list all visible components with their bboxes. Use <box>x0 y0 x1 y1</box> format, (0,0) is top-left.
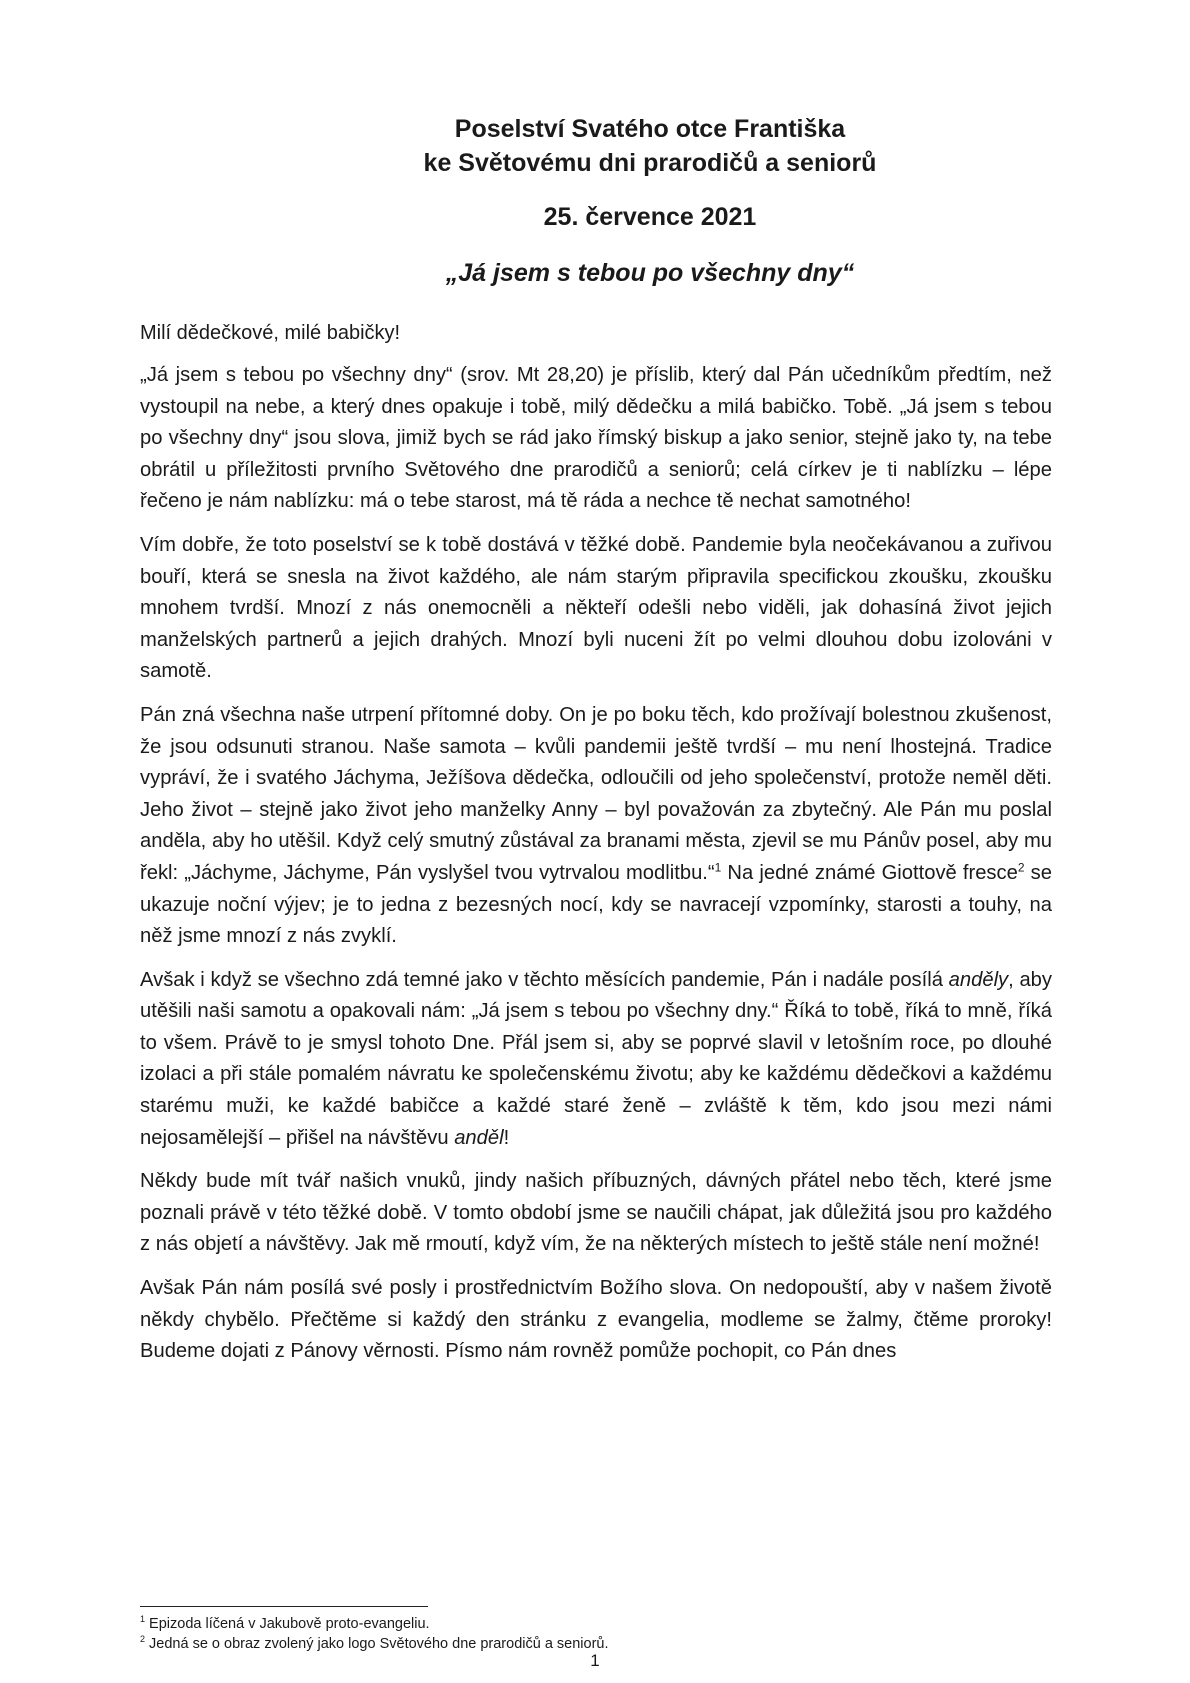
paragraph-4-emphasis-1: anděly <box>948 968 1009 991</box>
footnote-mark-2: 2 <box>140 1634 146 1645</box>
footnote-ref-2[interactable]: 2 <box>1017 860 1025 875</box>
footnote-divider <box>140 1606 428 1607</box>
paragraph-6: Avšak Pán nám posílá své posly i prostřednictvím Božího slova. On nedopouští, aby v našem životě někdy chybělo. Přečtěme si každý den stránku z evangelia, modleme se žalmy, čtěme proroky! Budeme dojati z Pánovy věrnosti. Písmo nám rovněž pomůže pochopit, co Pán dnes <box>140 1277 1052 1363</box>
paragraph-3 <box>140 700 1052 953</box>
document-motto: „Já jsem s tebou po všechny dny“ <box>445 259 855 287</box>
document-header <box>300 112 1000 290</box>
document-date: 25. července 2021 <box>543 203 757 231</box>
footnote-text-1: Epizoda líčená v Jakubově proto-evangeliu. <box>145 1616 430 1632</box>
paragraph-1: „Já jsem s tebou po všechny dny“ (srov. Mt 28,20) je příslib, který dal Pán učedníkům předtím, než vystoupil na nebe, a který dnes opakuje i tobě, milý dědečku a milá babičko. Tobě. „Já jsem s tebou po všechny dny“ jsou slova, jimiž bych se rád jako římský biskup a jako senior, stejně jako ty, na tebe obrátil u příležitosti prvního Světového dne prarodičů a seniorů; celá církev je ti nablízku – lépe řečeno je nám nablízku: má o tebe starost, má tě ráda a nechce tě nechat samotného! <box>140 364 1052 513</box>
footnotes <box>140 1614 1052 1654</box>
paragraph-2: Vím dobře, že toto poselství se k tobě dostává v těžké době. Pandemie byla neočekávanou a zuřivou bouří, která se snesla na život každého, ale nám starým připravila specifickou zkoušku, zkoušku mnohem tvrdší. Mnozí z nás onemocněli a někteří odešli nebo viděli, jak dohasíná život jejich manželských partnerů a jejich drahých. Mnozí byli nuceni žít po velmi dlouhou dobu izolováni v samotě. <box>140 533 1052 683</box>
footnote-ref-1[interactable]: 1 <box>714 860 722 875</box>
paragraph-3-text-a: Pán zná všechna naše utrpení přítomné doby. On je po boku těch, kdo prožívají bolestnou zkušenost, že jsou odsunuti stranou. Naše samota – kvůli pandemii ještě tvrdší – mu není lhostejná. Tradice vypráví, že i svatého Jáchyma, Ježíšova dědečka, odloučili od jeho společenství, protože neměl děti. Jeho život – stejně jako život jeho manželky Anny – byl považován za zbytečný. Ale Pán mu poslal anděla, aby ho utěšil. Když celý smutný zůstával za branami města, zjevil se mu Pánův posel, aby mu řekl: „Jáchyme, Jáchyme, Pán vyslyšel tvou vytrvalou modlitbu.“ <box>140 703 1052 884</box>
paragraph-4-text-c: ! <box>503 1126 510 1149</box>
paragraph-3-text-b: Na jedné známé Giottově fresce <box>721 861 1018 884</box>
footnote-text-2: Jedná se o obraz zvolený jako logo Světového dne prarodičů a seniorů. <box>145 1636 609 1652</box>
paragraph-4-emphasis-2: anděl <box>454 1126 504 1149</box>
title-line-1: Poselství Svatého otce Františka <box>454 115 846 143</box>
paragraph-5: Někdy bude mít tvář našich vnuků, jindy našich příbuzných, dávných přátel nebo těch, které jsme poznali právě v této těžké době. V tomto období jsme se naučili chápat, jak důležitá jsou pro každého z nás objetí a návštěvy. Jak mě rmoutí, když vím, že na některých místech to ještě stále není možné! <box>140 1170 1052 1256</box>
footnote-mark-1: 1 <box>140 1614 146 1625</box>
salutation: Milí dědečkové, milé babičky! <box>140 322 401 344</box>
paragraph-4-text-a: Avšak i když se všechno zdá temné jako v těchto měsících pandemie, Pán i nadále posílá <box>140 968 949 991</box>
paragraph-4-text-b: , aby utěšili naši samotu a opakovali nám: „Já jsem s tebou po všechny dny.“ Říká to tobě, říká to mně, říká to všem. Právě to je smysl tohoto Dne. Přál jsem si, aby se poprvé slavil v letošním roce, po dlouhé izolaci a při stále pomalém návratu ke společenskému životu; aby ke každému dědečkovi a každému starému muži, ke každé babičce a každé staré ženě – zvláště k těm, kdo jsou mezi námi nejosamělejší – přišel na návštěvu <box>140 968 1052 1149</box>
paragraph-4 <box>140 965 1052 1155</box>
footnote-1 <box>140 1614 1052 1634</box>
paragraph-3-text-c: se ukazuje noční výjev; je to jedna z bezesných nocí, kdy se navracejí vzpomínky, starosti a touhy, na něž jsme mnozí z nás zvyklí. <box>140 861 1052 948</box>
document-body <box>140 360 1052 1380</box>
page-number: 1 <box>590 1651 600 1670</box>
title-line-2: ke Světovému dni prarodičů a seniorů <box>423 149 877 177</box>
